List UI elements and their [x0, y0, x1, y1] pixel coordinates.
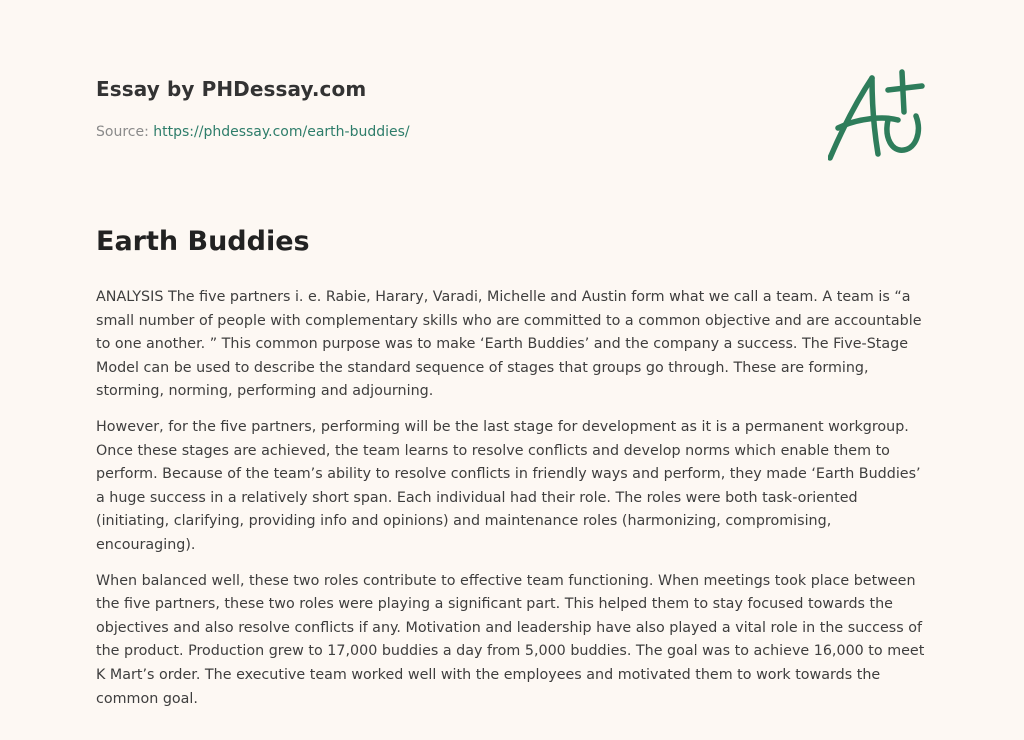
source-line — [96, 124, 410, 140]
a-plus-grade-icon — [828, 68, 932, 164]
essay-paragraph: ANALYSIS The five partners i. e. Rabie, Harary, Varadi, Michelle and Austin form what we call a team. A team is “a small number of people with complementary skills who are committed to a common objective and are accountable to one another. ” This common purpose was to make ‘Earth Buddies’ and the company a success. The Five-Stage Model can be used to describe the standard sequence of stages that groups go through. These are forming, storming, norming, performing and adjourning. — [96, 289, 922, 400]
site-title: Essay by PHDessay.com — [96, 77, 367, 101]
essay-paragraph: When balanced well, these two roles contribute to effective team functioning. When meetings took place between the five partners, these two roles were playing a significant part. This helped them to stay focused towards the objectives and also resolve conflicts if any. Motivation and leadership have also played a vital role in the success of the product. Production grew to 17,000 buddies a day from 5,000 buddies. The goal was to achieve 16,000 to meet K Mart’s order. The executive team worked well with the employees and motivated them to work towards the common goal. — [96, 572, 925, 707]
essay-title: Earth Buddies — [96, 226, 310, 257]
essay-page — [96, 0, 932, 740]
essay-paragraph: However, for the five partners, performing will be the last stage for development as it is a permanent workgroup. Once these stages are achieved, the team learns to resolve conflicts and develop norms which enable them to perform. Because of the team’s ability to resolve conflicts in friendly ways and perform, they made ‘Earth Buddies’ a huge success in a relatively short span. Each individual had their role. The roles were both task-oriented (initiating, clarifying, providing info and opinions) and maintenance roles (harmonizing, compromising, encouraging). — [96, 418, 921, 553]
source-link[interactable]: https://phdessay.com/earth-buddies/ — [153, 124, 410, 140]
source-label: Source: — [96, 124, 149, 140]
essay-body — [96, 286, 932, 723]
